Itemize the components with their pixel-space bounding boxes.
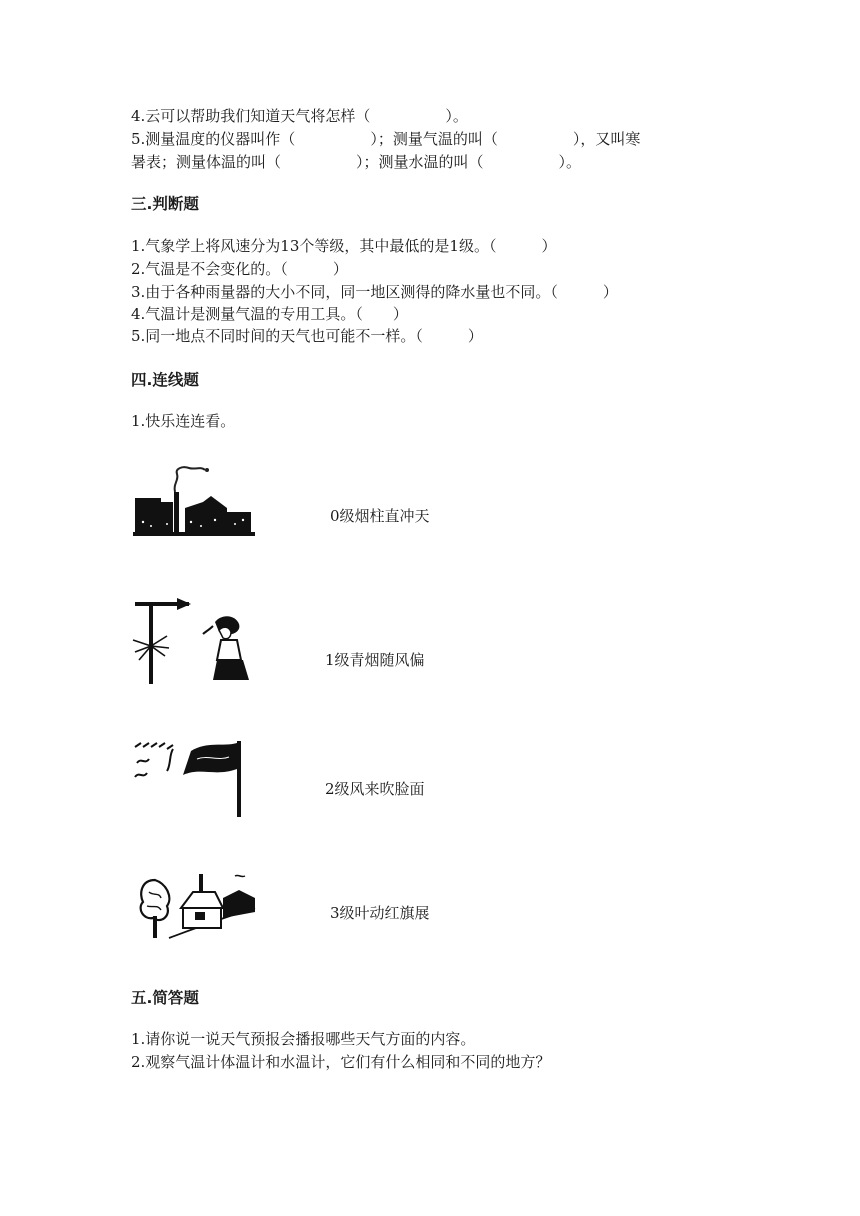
tree-house-icon <box>131 862 257 942</box>
judge-item-3: 3.由于各种雨量器的大小不同，同一地区测得的降水量也不同。（ ） <box>131 283 618 301</box>
matching-prompt: 1.快乐连连看。 <box>131 412 236 430</box>
waving-flag-icon <box>131 737 257 819</box>
judge-item-4: 4.气温计是测量气温的专用工具。（ ） <box>131 305 408 323</box>
judge-item-1: 1.气象学上将风速分为13个等级，其中最低的是1级。（ ） <box>131 237 557 255</box>
section-5-title: 五.简答题 <box>131 989 199 1007</box>
match-label-0: 0级烟柱直冲天 <box>330 507 430 525</box>
judge-item-2: 2.气温是不会变化的。（ ） <box>131 260 348 278</box>
match-label-1: 1级青烟随风偏 <box>325 651 425 669</box>
section-3-title: 三.判断题 <box>131 195 199 213</box>
short-answer-item-1: 1.请你说一说天气预报会播报哪些天气方面的内容。 <box>131 1030 476 1048</box>
section-4-title: 四.连线题 <box>131 371 199 389</box>
short-answer-item-2: 2.观察气温计体温计和水温计，它们有什么相同和不同的地方？ <box>131 1053 551 1071</box>
fill-in-question-5-line-1: 5.测量温度的仪器叫作（ ）；测量气温的叫（ ），又叫寒 <box>131 130 641 148</box>
wind-vane-person-icon <box>131 596 257 688</box>
match-label-3: 3级叶动红旗展 <box>330 904 430 922</box>
judge-item-5: 5.同一地点不同时间的天气也可能不一样。（ ） <box>131 327 483 345</box>
factory-smoke-icon <box>131 462 257 538</box>
fill-in-question-4: 4.云可以帮助我们知道天气将怎样（ ）。 <box>131 107 468 125</box>
fill-in-question-5-line-2: 暑表；测量体温的叫（ ）；测量水温的叫（ ）。 <box>131 153 582 171</box>
match-label-2: 2级风来吹脸面 <box>325 780 425 798</box>
